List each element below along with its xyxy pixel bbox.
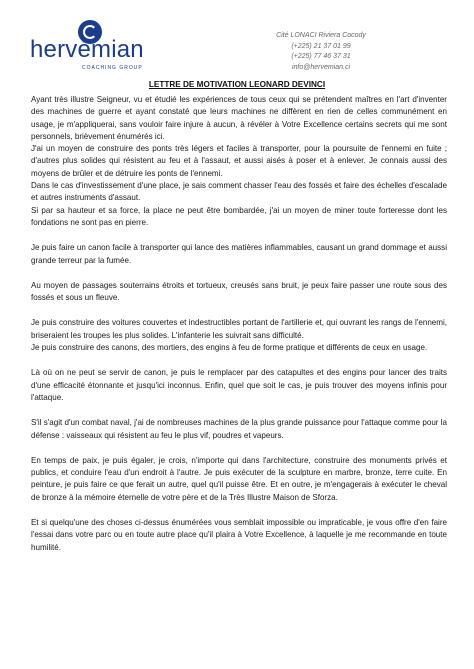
contact-address: Cité LONACI Riviera Cocody bbox=[276, 32, 366, 39]
paragraph-spacer bbox=[31, 304, 447, 317]
letter-paragraph: S'il s'agit d'un combat naval, j'ai de nombreuses machines de la plus grande puissance pour l'attaque comme pour la défense : vaisseaux qui résistent au feu le plus vif, poudres et vapeurs. bbox=[31, 418, 447, 440]
contact-email: info@hervemian.ci bbox=[291, 63, 351, 71]
letter-paragraph: Ayant très illustre Seigneur, vu et étudié les expériences de tous ceux qui se prétendent maîtres en l'art d'inventer des machines de guerre et ayant constaté que leurs machines ne diffèrent en rien de celles communément en usage, je m'appliquerai, sans vouloir faire injure à aucun, à révéler à Votre Excellence certains secrets qui me sont personnels, brièvement énumérés ici. bbox=[31, 95, 447, 141]
letter-paragraph: Et si quelqu'une des choses ci-dessus énumérées vous semblait impossible ou impraticable, je vous offre d'en faire l'essai dans votre parc ou en toute autre place qu'il plaira à Votre Excellence, à laquelle je me recommande en toute humilité. bbox=[31, 518, 447, 552]
contact-block bbox=[276, 31, 366, 73]
letter-title: LETTRE DE MOTIVATION LEONARD DEVINCI bbox=[148, 80, 326, 89]
letter-paragraph: Au moyen de passages souterrains étroits et tortueux, creusés sans bruit, je peux faire passer une route sous des fossés et sous un fleuve. bbox=[31, 280, 447, 303]
letter-paragraph: Dans le cas d'investissement d'une place, je sais comment chasser l'eau des fossés et faire des échelles d'escalade et autres instruments d'assaut. bbox=[31, 181, 447, 203]
logo-tagline: COACHING GROUP bbox=[82, 65, 143, 71]
contact-phone-2: (+225) 77 46 37 31 bbox=[291, 53, 351, 60]
paragraph-spacer bbox=[31, 504, 447, 517]
logo-brand-name: hervémian bbox=[30, 36, 144, 63]
company-logo bbox=[30, 20, 180, 78]
paragraph-spacer bbox=[31, 354, 447, 367]
contact-phone-1: (+225) 21 37 01 99 bbox=[291, 42, 351, 50]
letter-paragraph: Je puis faire un canon facile à transporter qui lance des matières inflammables, causant un grand dommage et aussi grande terreur par la fumée. bbox=[31, 243, 447, 265]
letter-paragraph: En temps de paix, je puis égaler, je crois, n'importe qui dans l'architecture, construire des monuments privés et publics, et conduire l'eau d'un endroit à l'autre. Je puis exécuter de la sculpture en marbre, bronze, terre cuite. En peinture, je puis faire ce que ferait un autre, quel qu'il puisse être. Et en outre, je m'engagerais à exécuter le cheval de bronze à la mémoire éternelle de votre père et de la Très Illustre Maison de Sforza. bbox=[31, 455, 447, 502]
letter-paragraph: Je puis construire des voitures couvertes et indestructibles portant de l'artillerie et, qui ouvrant les rangs de l'ennemi, briseraient les troupes les plus solides. L'infanterie les suivrait sans difficulté. bbox=[31, 318, 447, 340]
paragraph-spacer bbox=[31, 404, 447, 417]
letter-paragraph: Là où on ne peut se servir de canon, je puis le remplacer par des catapultes et des engins pour lancer des traits d'une efficacité étonnante et jusqu'ici inconnus. Enfin, quel que soit le cas, je puis trouver des moyens infinis pour l'attaque. bbox=[31, 368, 447, 402]
letter-paragraph: Si par sa hauteur et sa force, la place ne peut être bombardée, j'ai un moyen de miner toute forteresse dont les fondations ne sont pas en pierre. bbox=[31, 205, 447, 227]
paragraph-spacer bbox=[31, 442, 447, 455]
letter-paragraph: J'ai un moyen de construire des ponts très légers et faciles à transporter, pour la poursuite de l'ennemi en fuite ; d'autres plus solides qui résistent au feu et à l'assaut, et aussi aisés à poser et à enlever. Je connais aussi des moyens de brûler et de détruire les ponts de l'ennemi. bbox=[31, 144, 447, 178]
letter-paragraph: Je puis construire des canons, des mortiers, des engins à feu de forme pratique et différents de ceux en usage. bbox=[31, 343, 428, 353]
paragraph-spacer bbox=[31, 229, 447, 242]
letter-body bbox=[31, 94, 447, 554]
paragraph-spacer bbox=[31, 267, 447, 280]
